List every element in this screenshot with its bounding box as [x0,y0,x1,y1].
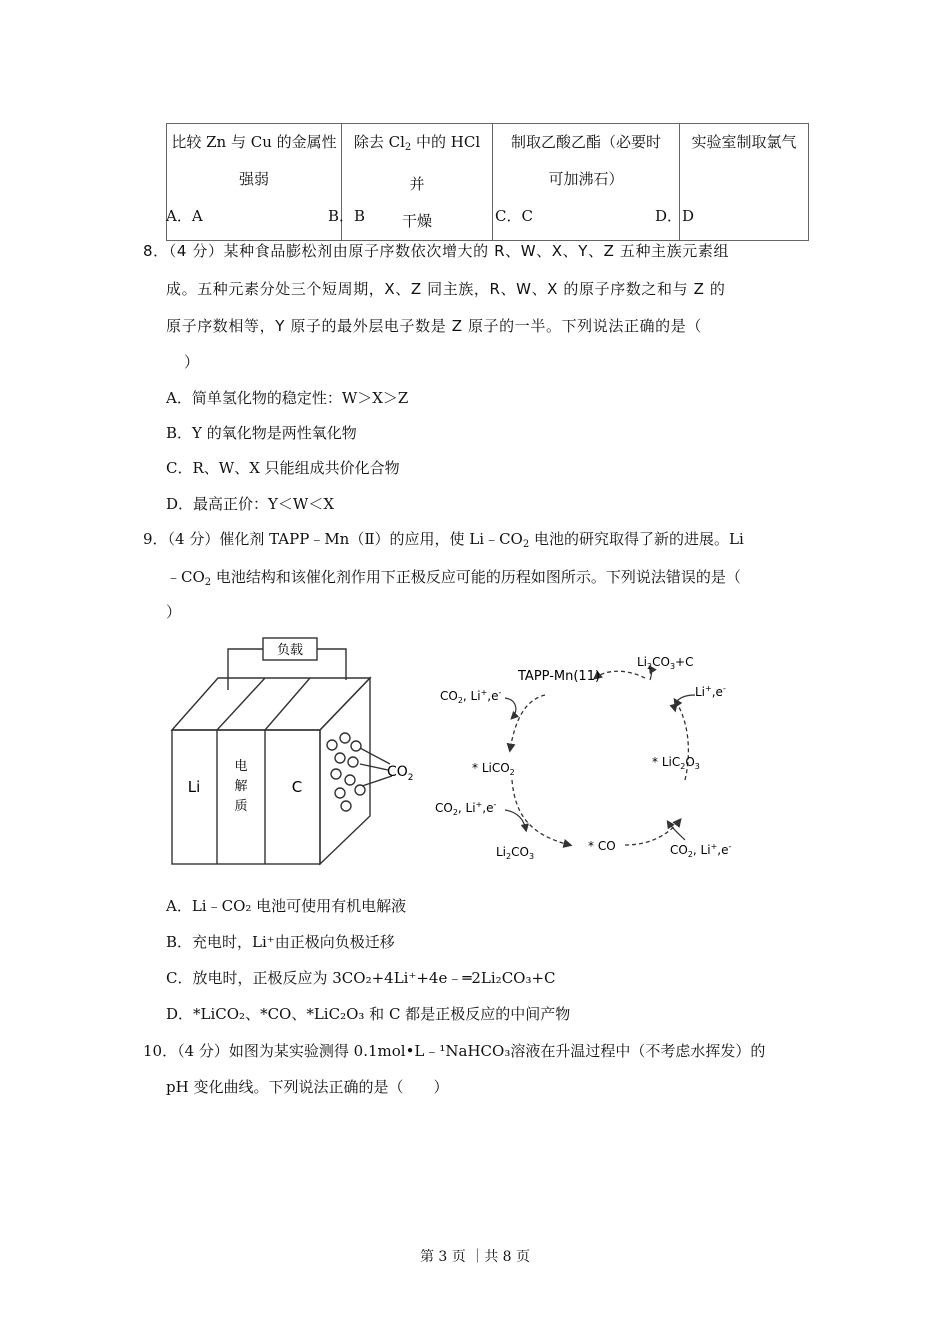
q8-option-a: A．简单氢化物的稳定性：W＞X＞Z [166,389,409,407]
q9-stem-line2: $﹣CO_2$ 电池结构和该催化剂作用下正极反应可能的历程如图所示。下列说法错误的是（ [166,568,741,588]
q7-option-b: B．B [328,207,366,225]
cycle-arrow-top [595,671,645,678]
q7-cell-b-line2: 干燥 [401,212,432,230]
q8-stem-line3: 原子序数相等，Y 原子的最外层电子数是 Z 原子的一半。下列说法正确的是（ [166,317,702,335]
q8-option-c: C．R、W、X 只能组成共价化合物 [166,459,400,477]
q8-stem-line2: 成。五种元素分处三个短周期，X、Z 同主族，R、W、X 的原子序数之和与 Z 的 [166,280,726,298]
li-label: Li [187,778,201,796]
load-label: 负载 [276,643,304,658]
q9-option-c: C．放电时，正极反应为 3CO₂+4Li⁺+4e﹣═2Li₂CO₃+C [166,969,556,987]
q10-stem-line2: pH 变化曲线。下列说法正确的是（ ） [166,1078,449,1096]
q9-stem-line3: ） [166,603,182,621]
catalytic-cycle-diagram [430,640,760,870]
q7-cell-c-line1: 制取乙酸乙酯（必要时 [510,133,661,151]
li2co3-c-label: $Li_2CO_3+C$ [637,655,694,671]
tapp-label: TAPP-Mn(11) [518,669,601,684]
co-label: * CO [588,839,616,853]
c-label: C [291,778,303,796]
q8-stem-line1: 8．（4 分）某种食品膨松剂由原子序数依次增大的 R、W、X、Y、Z 五种主族元素组 [143,242,730,260]
q8-stem-line4: ） [184,353,200,371]
cycle-arrow-bottom-right [625,820,680,845]
co2-li-e-bottom-label: $CO_2$, Li+,e- [670,842,732,859]
co2-li-e-mid-label: $CO_2$, Li+,e- [435,800,497,817]
li-e-right-label: Li+,e- [695,684,726,699]
q9-option-a: A．Li﹣CO₂ 电池可使用有机电解液 [166,897,407,915]
q9-option-d: D．*LiCO₂、*CO、*LiC₂O₃ 和 C 都是正极反应的中间产物 [166,1005,571,1023]
q9-stem-line1: 9．（4 分）催化剂 TAPP﹣Mn（Ⅱ）的应用，使 $Li﹣CO_2$ 电池的研究取得了新的进展。Li [143,530,744,550]
q7-option-c: C．C [495,207,533,225]
cycle-arrow-left-bottom [512,780,570,845]
q7-cell-b-line1: 除去 $Cl_2$ 中的 HCl 并 [353,133,481,193]
q7-option-a: A．A [166,207,203,225]
q10-stem-line1: 10．（4 分）如图为某实验测得 0.1mol•L﹣¹NaHCO₃溶液在升温过程中（不考虑水挥发）的 [143,1042,766,1060]
q8-option-b: B．Y 的氧化物是两性氧化物 [166,424,357,442]
q7-options-table [166,123,809,241]
co2-li-e-left-label: $CO_2$, Li+,e- [440,688,502,705]
battery-diagram [160,630,430,870]
q7-option-d: D．D [655,207,695,225]
q7-cell-d-line1: 实验室制取氯气 [691,133,797,151]
q7-cell-c-line2: 可加沸石） [548,170,624,188]
q7-cell-d [680,124,809,241]
q7-cell-a-line1: 比较 Zn 与 Cu 的金属性 [171,133,337,151]
electrolyte-label-1: 电 [234,759,248,774]
li2co3-label: $Li_2CO_3$ [496,845,535,861]
lico2-label: * LiCO$_2$ [472,761,515,777]
q9-option-b: B．充电时，Li⁺由正极向负极迁移 [166,933,395,951]
q7-cell-a-line2: 强弱 [238,170,269,188]
q8-option-d: D．最高正价：Y＜W＜X [166,495,335,513]
electrolyte-label-2: 解 [234,779,248,794]
electrolyte-label-3: 质 [234,799,248,814]
cycle-arrow-left-top [510,695,545,750]
page-footer: 第 3 页 ｜共 8 页 [419,1249,531,1265]
co2-label: $CO_2$ [387,764,414,783]
lic2o3-label: * $LiC_2O_3$ [652,755,700,771]
